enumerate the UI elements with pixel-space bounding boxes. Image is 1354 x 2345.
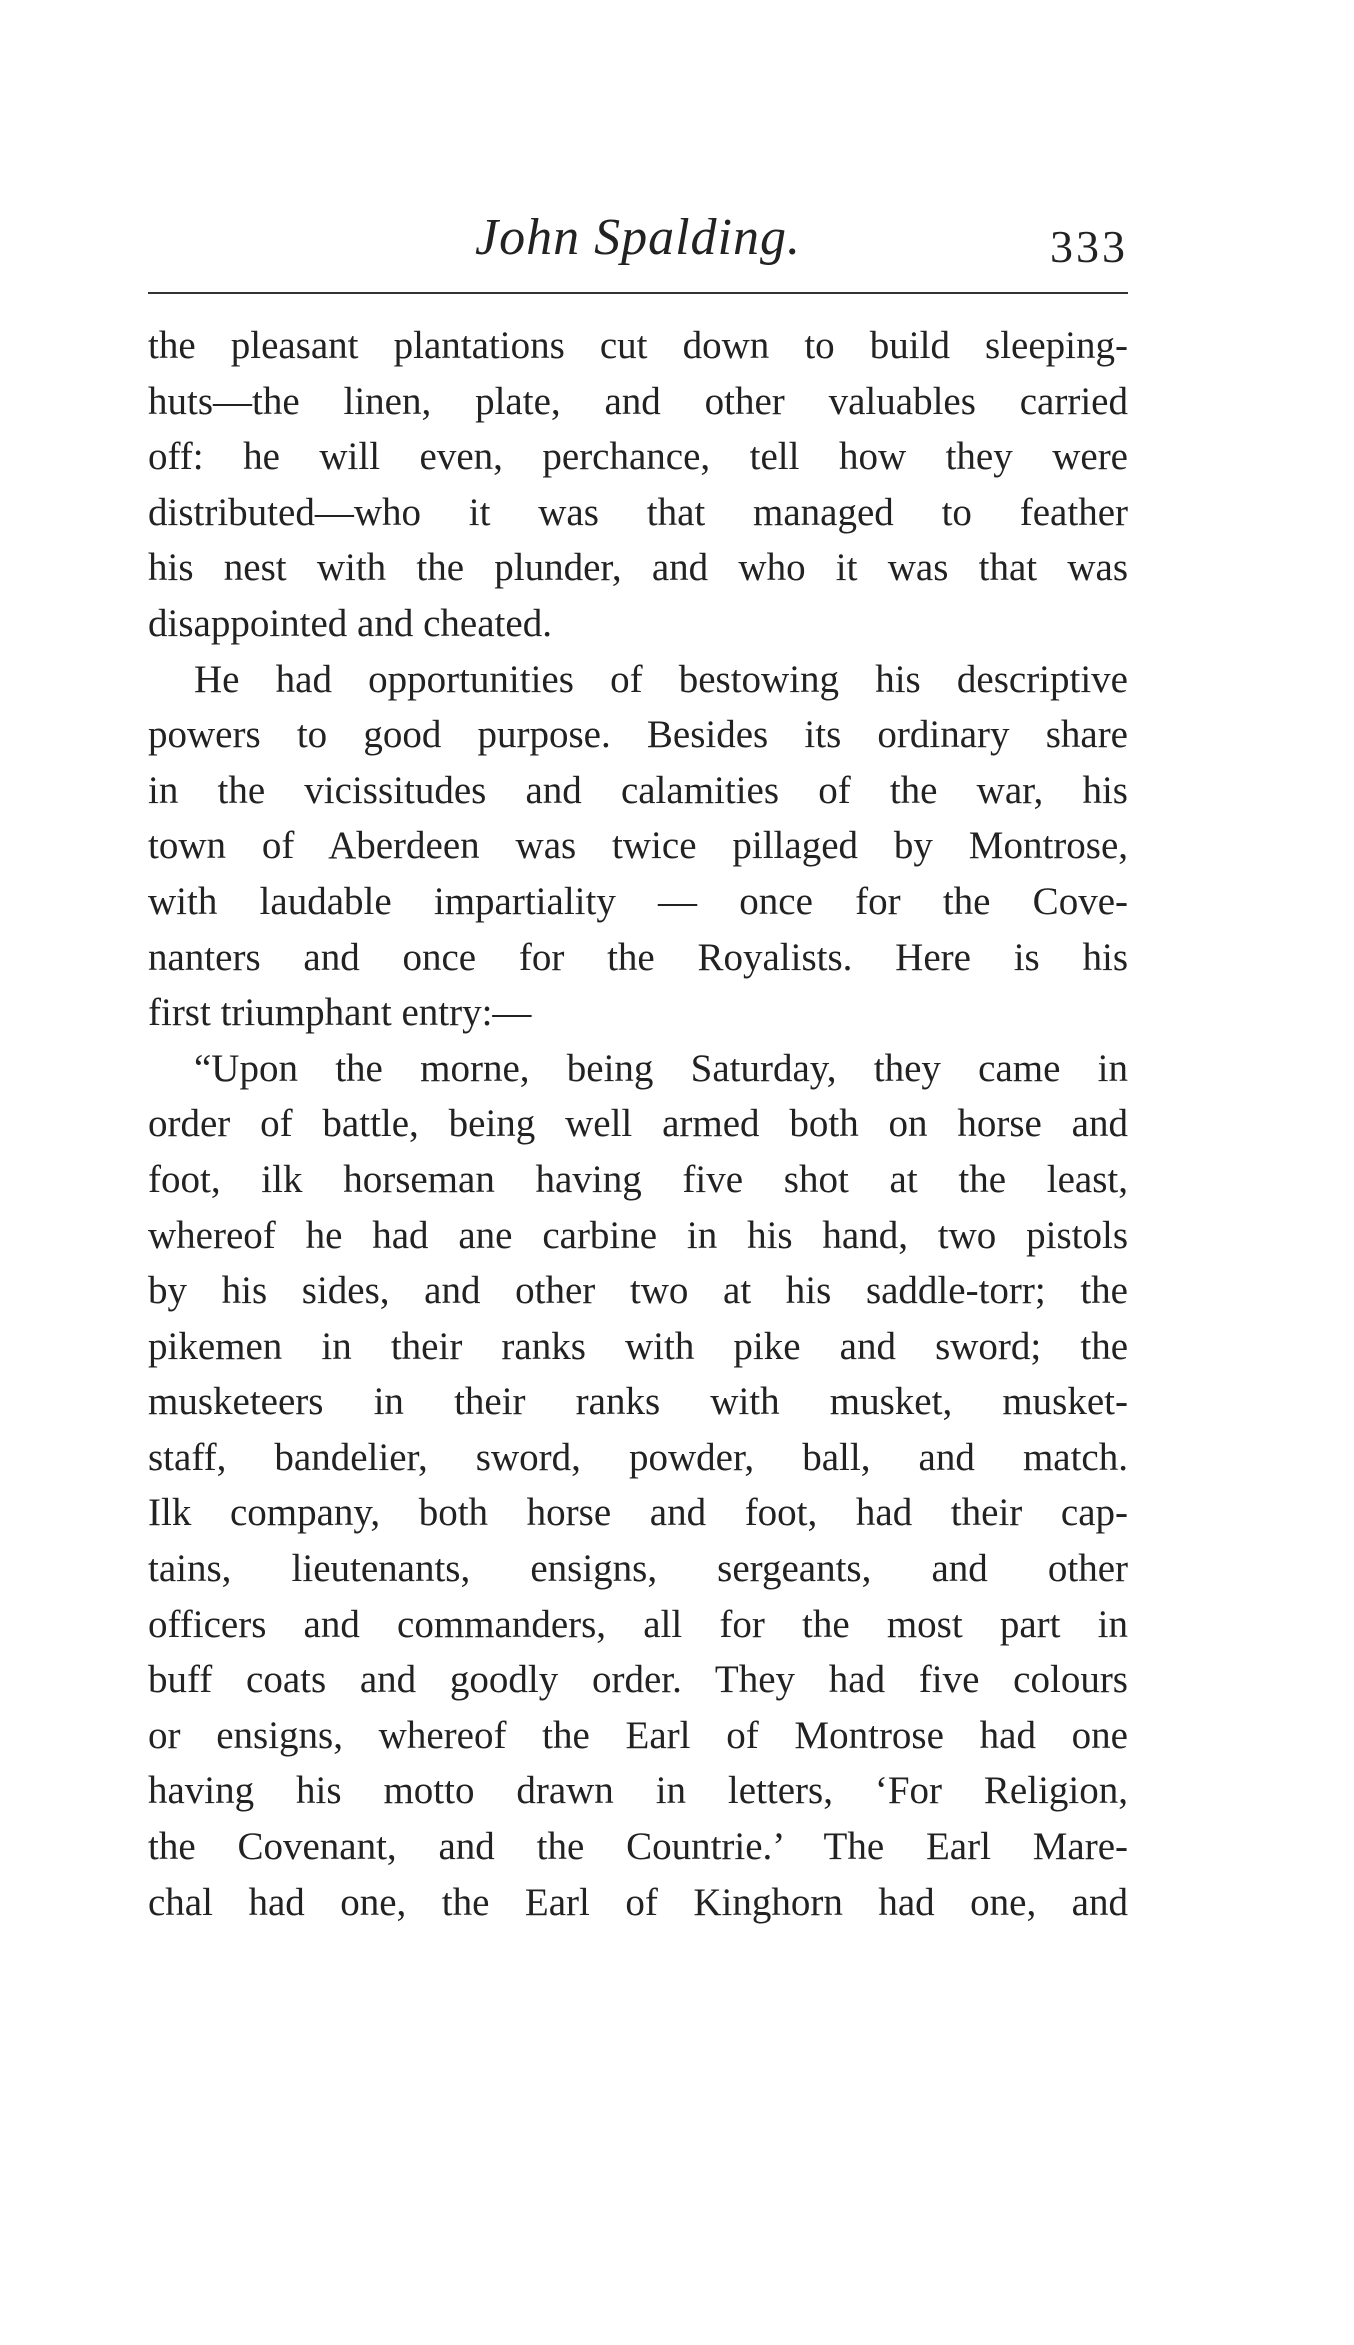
- text-line: whereof he had ane carbine in his hand, two pistols: [148, 1213, 1128, 1257]
- text-line: chal had one, the Earl of Kinghorn had one, and: [148, 1880, 1128, 1924]
- text-line: the pleasant plantations cut down to build sleeping-: [148, 324, 1128, 367]
- text-line: “Upon the morne, being Saturday, they came in: [194, 1046, 1128, 1090]
- text-line: huts—the linen, plate, and other valuables carried: [148, 379, 1128, 423]
- text-line: having his motto drawn in letters, ‘For Religion,: [148, 1769, 1128, 1813]
- page-number: 333: [1050, 221, 1128, 272]
- header-rule: [148, 292, 1128, 294]
- text-line: off: he will even, perchance, tell how they were: [148, 435, 1128, 479]
- text-line: Ilk company, both horse and foot, had their cap-: [148, 1491, 1128, 1535]
- text-line: He had opportunities of bestowing his descriptive: [194, 657, 1128, 701]
- running-head: [148, 208, 1128, 278]
- text-line: staff, bandelier, sword, powder, ball, and match.: [148, 1435, 1128, 1479]
- text-line: by his sides, and other two at his saddle-torr; the: [148, 1269, 1128, 1313]
- text-line: or ensigns, whereof the Earl of Montrose had one: [148, 1713, 1128, 1757]
- text-line: order of battle, being well armed both on horse and: [148, 1102, 1128, 1146]
- text-line: tains, lieutenants, ensigns, sergeants, and other: [148, 1547, 1128, 1591]
- text-line: the Covenant, and the Countrie.’ The Earl Mare-: [148, 1825, 1128, 1869]
- text-line: officers and commanders, all for the most part in: [148, 1602, 1128, 1646]
- text-line: powers to good purpose. Besides its ordinary share: [148, 713, 1128, 757]
- text-line: nanters and once for the Royalists. Here is his: [148, 935, 1128, 979]
- text-line: disappointed and cheated.: [148, 601, 552, 645]
- text-line: foot, ilk horseman having five shot at the least,: [148, 1157, 1128, 1201]
- text-line: pikemen in their ranks with pike and sword; the: [148, 1324, 1128, 1368]
- text-line: with laudable impartiality — once for the Cove-: [148, 879, 1128, 923]
- text-line: first triumphant entry:—: [148, 991, 532, 1035]
- text-line: buff coats and goodly order. They had five colours: [148, 1658, 1128, 1702]
- text-line: in the vicissitudes and calamities of the war, his: [148, 768, 1128, 812]
- text-line: distributed—who it was that managed to feather: [148, 490, 1128, 534]
- running-title: John Spalding.: [475, 209, 801, 266]
- text-line: musketeers in their ranks with musket, musket-: [148, 1380, 1128, 1424]
- text-line: town of Aberdeen was twice pillaged by Montrose,: [148, 824, 1128, 868]
- text-line: his nest with the plunder, and who it was that was: [148, 546, 1128, 590]
- body-text: [148, 318, 1128, 1930]
